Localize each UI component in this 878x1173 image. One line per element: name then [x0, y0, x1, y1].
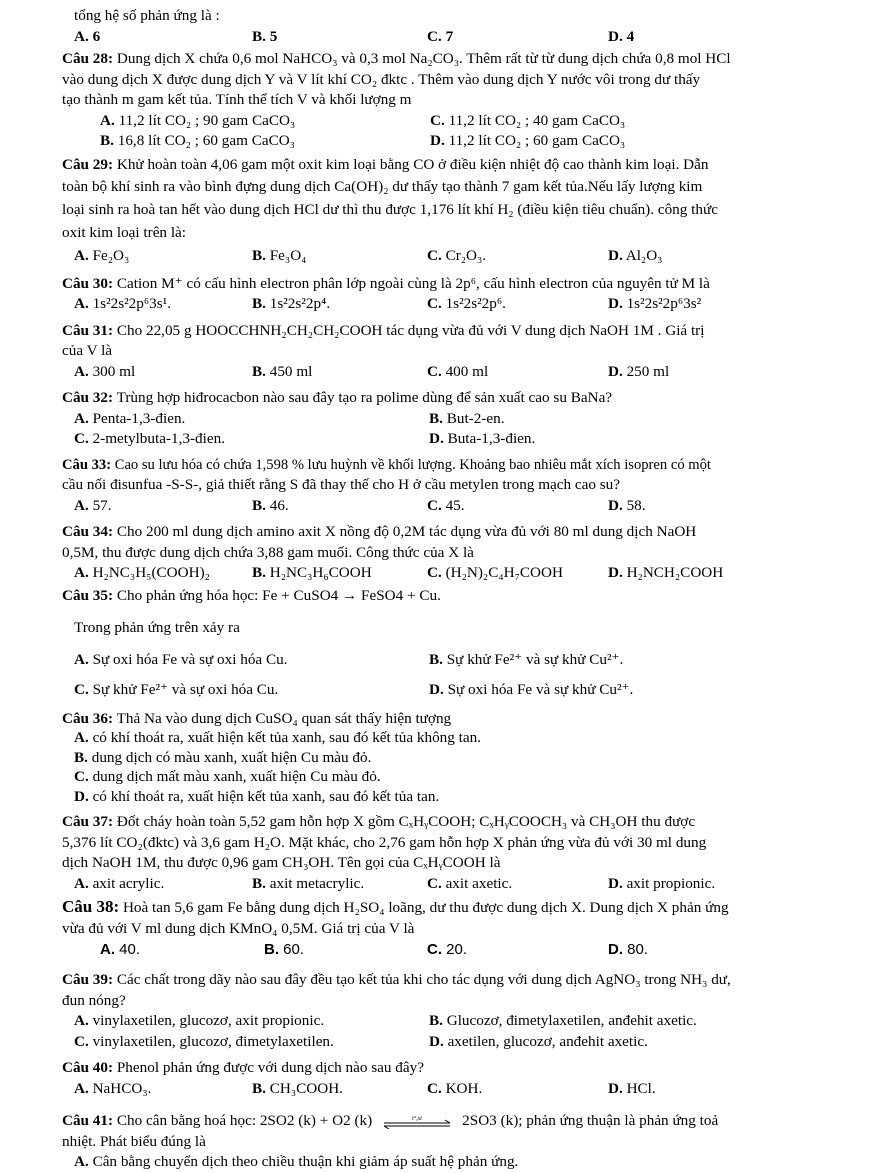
q37-option-a: A. axit acrylic. — [74, 874, 165, 892]
q34-option-b: B. H₂NC₃H₆COOH — [252, 564, 372, 582]
q35-subtext: Trong phản ứng trên xảy ra — [74, 618, 240, 636]
q29-text-3: loại sinh ra hoà tan hết vào dung dịch HCl dư thì thu được 1,176 lít khí H₂ (điều kiện tiêu chuẩn). công thức — [62, 201, 718, 219]
question-40 — [62, 1058, 838, 1099]
q40-label: Câu 40: — [62, 1059, 114, 1077]
q33-option-c: C. 45. — [427, 496, 465, 514]
question-39 — [62, 970, 838, 1052]
exam-page — [62, 6, 838, 1173]
question-41 — [62, 1111, 838, 1173]
q41-text-pre: Cho cân bằng hoá học: 2SO2 (k) + O2 (k) — [116, 1112, 373, 1130]
q34-option-c: C. (H₂N)₂C₄H₇COOH — [427, 564, 563, 582]
q37-text-1: Đốt cháy hoàn toàn 5,52 gam hỗn hợp X gồm CₓHᵧCOOH; CₓHᵧCOOCH₃ và CH₃OH thu được — [116, 813, 696, 831]
q27-options — [62, 27, 838, 48]
q36-option-b: B. dung dịch có màu xanh, xuất hiện Cu màu đỏ. — [74, 748, 372, 766]
q33-text-1: Cao su lưu hóa có chứa 1,598 % lưu huỳnh về khối lượng. Khoảng bao nhiêu mắt xích isopren có một — [114, 456, 711, 473]
q31-option-a: A. 300 ml — [74, 362, 136, 380]
q39-text-2: đun nóng? — [62, 991, 126, 1009]
q29-text-4: oxit kim loại trên là: — [62, 224, 187, 241]
equilibrium-arrow-icon — [382, 1115, 452, 1129]
q32-option-b: B. But-2-en. — [429, 409, 505, 427]
q35-option-c: C. Sự khử Fe²⁺ và sự oxi hóa Cu. — [74, 681, 279, 699]
question-33 — [62, 456, 838, 517]
question-30 — [62, 274, 838, 315]
q37-option-c: C. axit axetic. — [427, 874, 513, 892]
q32-option-d: D. Buta-1,3-đien. — [429, 430, 536, 448]
question-32 — [62, 388, 838, 450]
q28-option-d: D. 11,2 lít CO₂ ; 60 gam CaCO₃ — [430, 132, 626, 150]
q32-label: Câu 32: — [62, 389, 114, 407]
q41-text-post: 2SO3 (k); phản ứng thuận là phản ứng toả — [462, 1112, 719, 1130]
q32-text: Trùng hợp hiđrocacbon nào sau đây tạo ra polime dùng để sản xuất cao su BaNa? — [116, 389, 613, 407]
question-34 — [62, 522, 838, 584]
question-29 — [62, 154, 838, 268]
q29-text-2: toàn bộ khí sinh ra vào bình đựng dung dịch Ca(OH)₂ dư thấy tạo thành 7 gam kết tủa.Nếu lấy lượng kim — [62, 178, 703, 196]
q37-label: Câu 37: — [62, 813, 114, 831]
q29-option-a: A. Fe₂O₃ — [74, 246, 130, 264]
q35-option-b: B. Sự khử Fe²⁺ và sự khử Cu²⁺. — [429, 651, 624, 669]
q36-label: Câu 36: — [62, 709, 114, 727]
q36-option-d: D. có khí thoát ra, xuất hiện kết tủa xanh, sau đó kết tủa tan. — [74, 787, 440, 805]
q29-option-d: D. Al₂O₃ — [608, 246, 663, 264]
q31-option-b: B. 450 ml — [252, 362, 313, 380]
q37-text-2: 5,376 lít CO₂(đktc) và 3,6 gam H₂O. Mặt khác, cho 2,76 gam hỗn hợp X phản ứng vừa đủ với 30 ml dung — [62, 833, 707, 851]
q37-option-d: D. axit propionic. — [608, 874, 716, 892]
q35-option-d: D. Sự oxi hóa Fe và sự khử Cu²⁺. — [429, 681, 634, 699]
q38-option-a: A. 40. — [100, 940, 141, 958]
q32-option-c: C. 2-metylbuta-1,3-đien. — [74, 430, 225, 448]
q30-option-d: D. 1s²2s²2p⁶3s² — [608, 295, 702, 313]
q29-option-b: B. Fe₃O₄ — [252, 246, 307, 264]
q39-option-b: B. Glucozơ, đimetylaxetilen, anđehit axetic. — [429, 1012, 697, 1030]
q33-label: Câu 33: — [62, 456, 112, 473]
q27-tail: tổng hệ số phản ứng là : — [74, 7, 220, 24]
q30-option-c: C. 1s²2s²2p⁶. — [427, 295, 506, 313]
q29-option-c: C. Cr₂O₃. — [427, 246, 487, 264]
q35-option-a: A. Sự oxi hóa Fe và sự oxi hóa Cu. — [74, 651, 288, 669]
q37-option-b: B. axit metacrylic. — [252, 874, 365, 892]
q37-text-3: dịch NaOH 1M, thu được 0,96 gam CH₃OH. Tên gọi của CₓHᵧCOOH là — [62, 854, 501, 872]
q40-option-b: B. CH₃COOH. — [252, 1079, 343, 1097]
q39-option-c: C. vinylaxetilen, glucozơ, đimetylaxetilen. — [74, 1032, 334, 1050]
q28-text-1: Dung dịch X chứa 0,6 mol NaHCO₃ và 0,3 mol Na₂CO₃. Thêm rất từ từ dung dịch chứa 0,8 mol HCl — [116, 50, 731, 68]
q31-label: Câu 31: — [62, 321, 114, 339]
q41-text-2: nhiệt. Phát biểu đúng là — [62, 1132, 206, 1150]
q39-option-d: D. axetilen, glucozơ, anđehit axetic. — [429, 1032, 648, 1050]
q40-option-a: A. NaHCO₃. — [74, 1079, 152, 1097]
q31-option-d: D. 250 ml — [608, 362, 670, 380]
q34-label: Câu 34: — [62, 523, 114, 541]
q30-label: Câu 30: — [62, 274, 114, 292]
q34-option-a: A. H₂NC₃H₅(COOH)₂ — [74, 564, 210, 582]
q32-option-a: A. Penta-1,3-đien. — [74, 409, 186, 427]
q27-option-b: B. 5 — [252, 27, 278, 45]
q35-text: Cho phản ứng hóa học: Fe + CuSO4 → FeSO4 + Cu. — [116, 586, 441, 604]
question-35 — [62, 586, 838, 703]
q27-option-c: C. 7 — [427, 27, 454, 45]
q36-option-c: C. dung dịch mất màu xanh, xuất hiện Cu màu đỏ. — [74, 768, 381, 786]
q30-text: Cation M⁺ có cấu hình electron phân lớp ngoài cùng là 2p⁶, cấu hình electron của nguyên tử M là — [116, 274, 710, 292]
q27-option-a: A. 6 — [74, 27, 101, 45]
q39-text-1: Các chất trong dãy nào sau đây đều tạo kết tủa khi cho tác dụng với dung dịch AgNO₃ trong NH₃ dư, — [116, 971, 731, 989]
question-36 — [62, 709, 838, 806]
q41-option-a: A. Cân bằng chuyển dịch theo chiều thuận khi giảm áp suất hệ phản ứng. — [74, 1153, 519, 1171]
q39-label: Câu 39: — [62, 971, 114, 989]
q31-text-1: Cho 22,05 g HOOCCHNH₂CH₂CH₂COOH tác dụng vừa đủ với V dung dịch NaOH 1M . Giá trị — [116, 321, 705, 339]
q38-text-1: Hoà tan 5,6 gam Fe bằng dung dịch H₂SO₄ loãng, dư thu được dung dịch X. Dung dịch X phản ứng — [122, 899, 729, 917]
q28-option-a: A. 11,2 lít CO₂ ; 90 gam CaCO₃ — [100, 111, 296, 129]
q29-text-1: Khử hoàn toàn 4,06 gam một oxit kim loại bằng CO ở điều kiện nhiệt độ cao thành kim loại. Dẫn — [116, 155, 709, 173]
q31-option-c: C. 400 ml — [427, 362, 489, 380]
q38-option-b: B. 60. — [264, 940, 305, 958]
q28-text-3: tạo thành m gam kết tủa. Tính thể tích V và khối lượng m — [62, 91, 412, 109]
q29-label: Câu 29: — [62, 155, 114, 173]
q36-option-a: A. có khí thoát ra, xuất hiện kết tủa xanh, sau đó kết tủa không tan. — [74, 729, 482, 747]
q35-label: Câu 35: — [62, 586, 114, 604]
q28-label: Câu 28: — [62, 50, 114, 68]
q34-text-2: 0,5M, thu được dung dịch chứa 3,88 gam muối. Công thức của X là — [62, 543, 474, 561]
q28-text-2: vào dung dịch X được dung dịch Y và V lít khí CO₂ đktc . Thêm vào dung dịch Y nước vôi trong dư thấy — [62, 70, 701, 88]
q40-option-c: C. KOH. — [427, 1079, 483, 1097]
equilibrium-condition-label: t°,xt — [412, 1115, 423, 1122]
q34-option-d: D. H₂NCH₂COOH — [608, 564, 724, 582]
q30-option-b: B. 1s²2s²2p⁴. — [252, 295, 331, 313]
question-38 — [62, 896, 838, 960]
q34-text-1: Cho 200 ml dung dịch amino axit X nồng độ 0,2M tác dụng vừa đủ với 80 ml dung dịch NaOH — [116, 523, 697, 541]
q38-label: Câu 38: — [62, 897, 120, 917]
q31-text-2: của V là — [62, 342, 113, 360]
q28-option-c: C. 11,2 lít CO₂ ; 40 gam CaCO₃ — [430, 111, 626, 129]
q38-text-2: vừa đủ với V ml dung dịch KMnO₄ 0,5M. Giá trị của V là — [62, 920, 415, 938]
q40-option-d: D. HCl. — [608, 1079, 656, 1097]
question-28 — [62, 49, 838, 152]
q33-option-b: B. 46. — [252, 496, 289, 514]
q27-option-d: D. 4 — [608, 27, 635, 45]
q40-text: Phenol phản ứng được với dung dịch nào sau đây? — [116, 1059, 424, 1077]
q38-option-d: D. 80. — [608, 940, 649, 958]
q33-option-a: A. 57. — [74, 496, 112, 514]
q30-option-a: A. 1s²2s²2p⁶3s¹. — [74, 295, 172, 313]
q38-option-c: C. 20. — [427, 940, 468, 958]
question-37 — [62, 812, 838, 894]
q39-option-a: A. vinylaxetilen, glucozơ, axit propionic. — [74, 1012, 325, 1030]
q36-text: Thả Na vào dung dịch CuSO₄ quan sát thấy hiện tượng — [116, 709, 452, 727]
q33-text-2: cầu nối đisunfua -S-S-, giả thiết rằng S đã thay thế cho H ở cầu metylen trong mạch cao su? — [62, 476, 620, 494]
q33-option-d: D. 58. — [608, 496, 646, 514]
q41-label: Câu 41: — [62, 1112, 114, 1130]
q28-option-b: B. 16,8 lít CO₂ ; 60 gam CaCO₃ — [100, 132, 295, 150]
question-31 — [62, 321, 838, 383]
